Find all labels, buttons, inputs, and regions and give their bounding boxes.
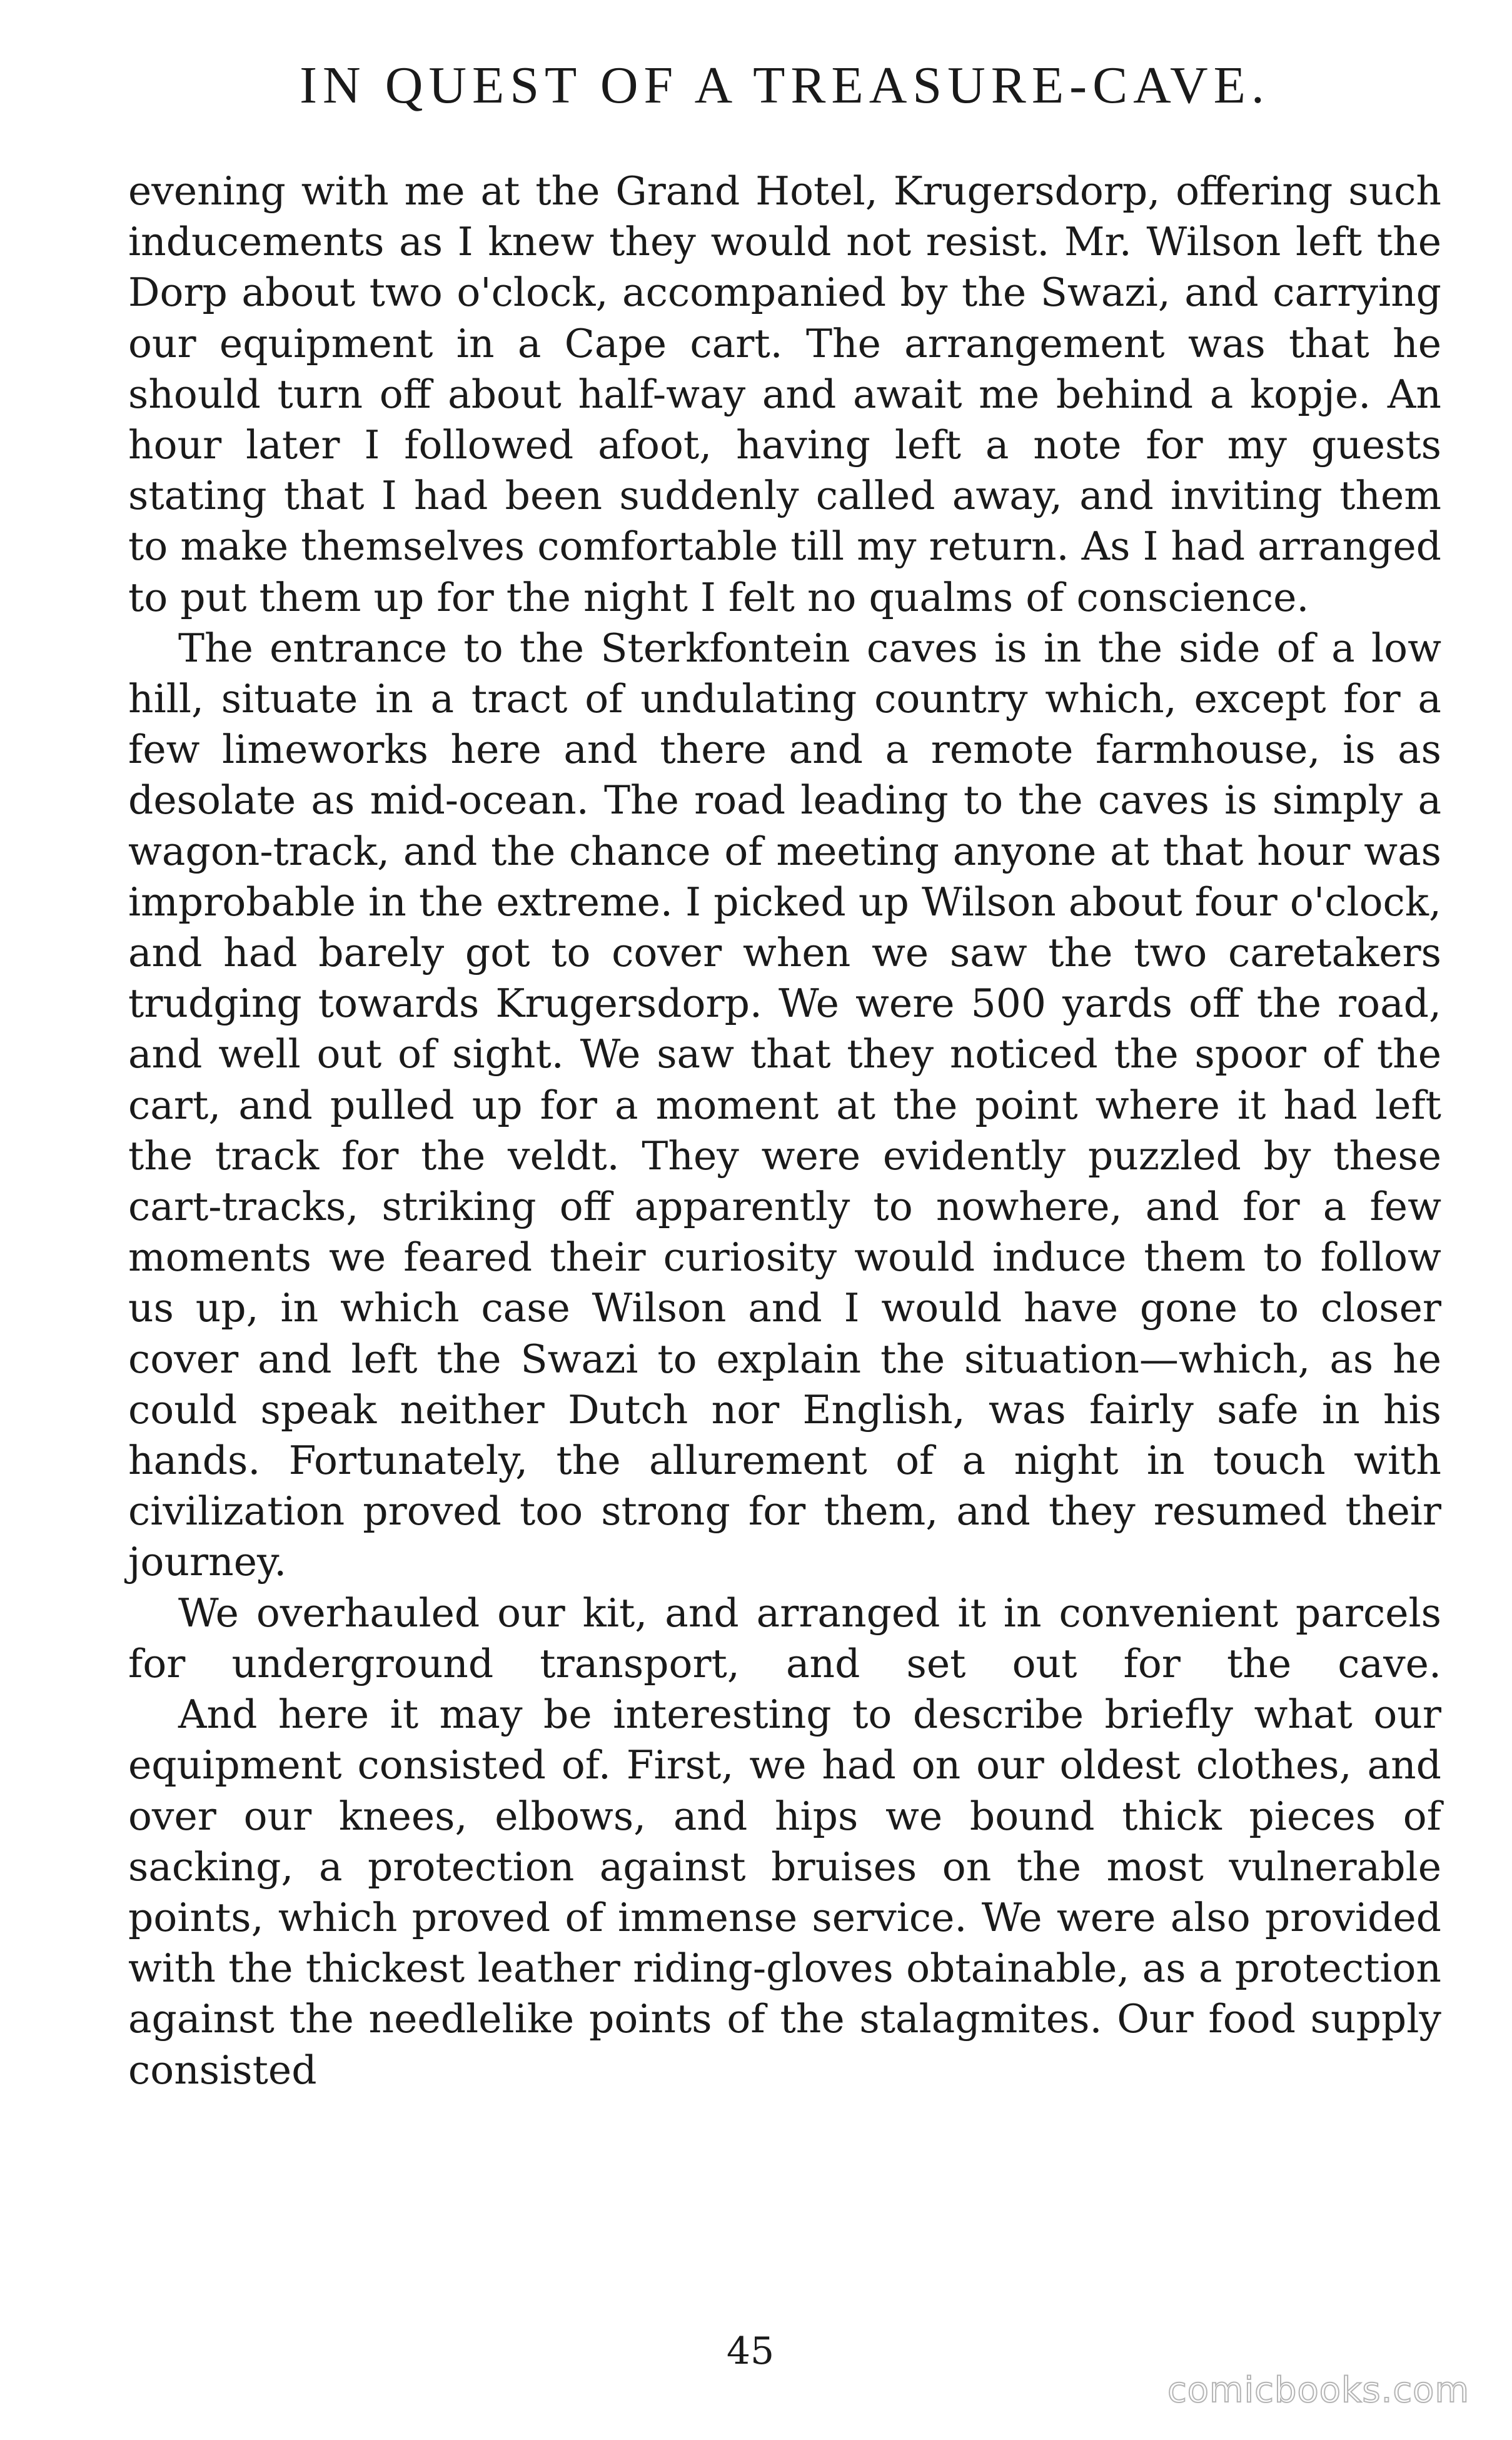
paragraph-3: We overhauled our kit, and arranged it in convenient parcels for underground transport, and set out for the cave. — [128, 1590, 1441, 1686]
body-text — [128, 166, 1441, 2095]
watermark-logo: comicbooks.com — [1167, 2370, 1469, 2411]
running-head-title: IN QUEST OF A TREASURE-CAVE. — [300, 56, 1270, 114]
paragraph-1: evening with me at the Grand Hotel, Krugersdorp, offering such inducements as I knew they would not resist. Mr. Wilson left the Dorp about two o'clock, accompanied by the Swazi, and carrying our equipment in a Cape cart. The arrangement was that he should turn off about half-way and await me behind a kopje. An hour later I followed afoot, having left a note for my guests stating that I had been suddenly called away, and inviting them to make themselves comfortable till my return. As I had arranged to put them up for the night I felt no qualms of conscience. — [128, 168, 1441, 620]
paragraph-2: The entrance to the Sterkfontein caves is in the side of a low hill, situate in a tract of undulating country which, except for a few limeworks here and there and a remote farmhouse, is as desolate as mid-ocean. The road leading to the caves is simply a wagon-track, and the chance of meeting anyone at that hour was improbable in the extreme. I picked up Wilson about four o'clock, and had barely got to cover when we saw the two caretakers trudging towards Krugersdorp. We were 500 yards off the road, and well out of sight. We saw that they noticed the spoor of the cart, and pulled up for a moment at the point where it had left the track for the veldt. They were evidently puzzled by these cart-tracks, striking off apparently to nowhere, and for a few moments we feared their curiosity would induce them to follow us up, in which case Wilson and I would have gone to closer cover and left the Swazi to explain the situation—which, as he could speak neither Dutch nor English, was fairly safe in his hands. Fortunately, the allurement of a night in touch with civilization proved too strong for them, and they resumed their journey. — [128, 625, 1441, 1585]
page-number: 45 — [726, 2329, 775, 2373]
paragraph-4: And here it may be interesting to describe briefly what our equipment consisted of. First, we had on our oldest clothes, and over our knees, elbows, and hips we bound thick pieces of sacking, a protection against bruises on the most vulnerable points, which proved of immense service. We were also provided with the thickest leather riding-gloves obtainable, as a protection against the needlelike points of the stalagmites. Our food supply consisted — [128, 1691, 1441, 2093]
